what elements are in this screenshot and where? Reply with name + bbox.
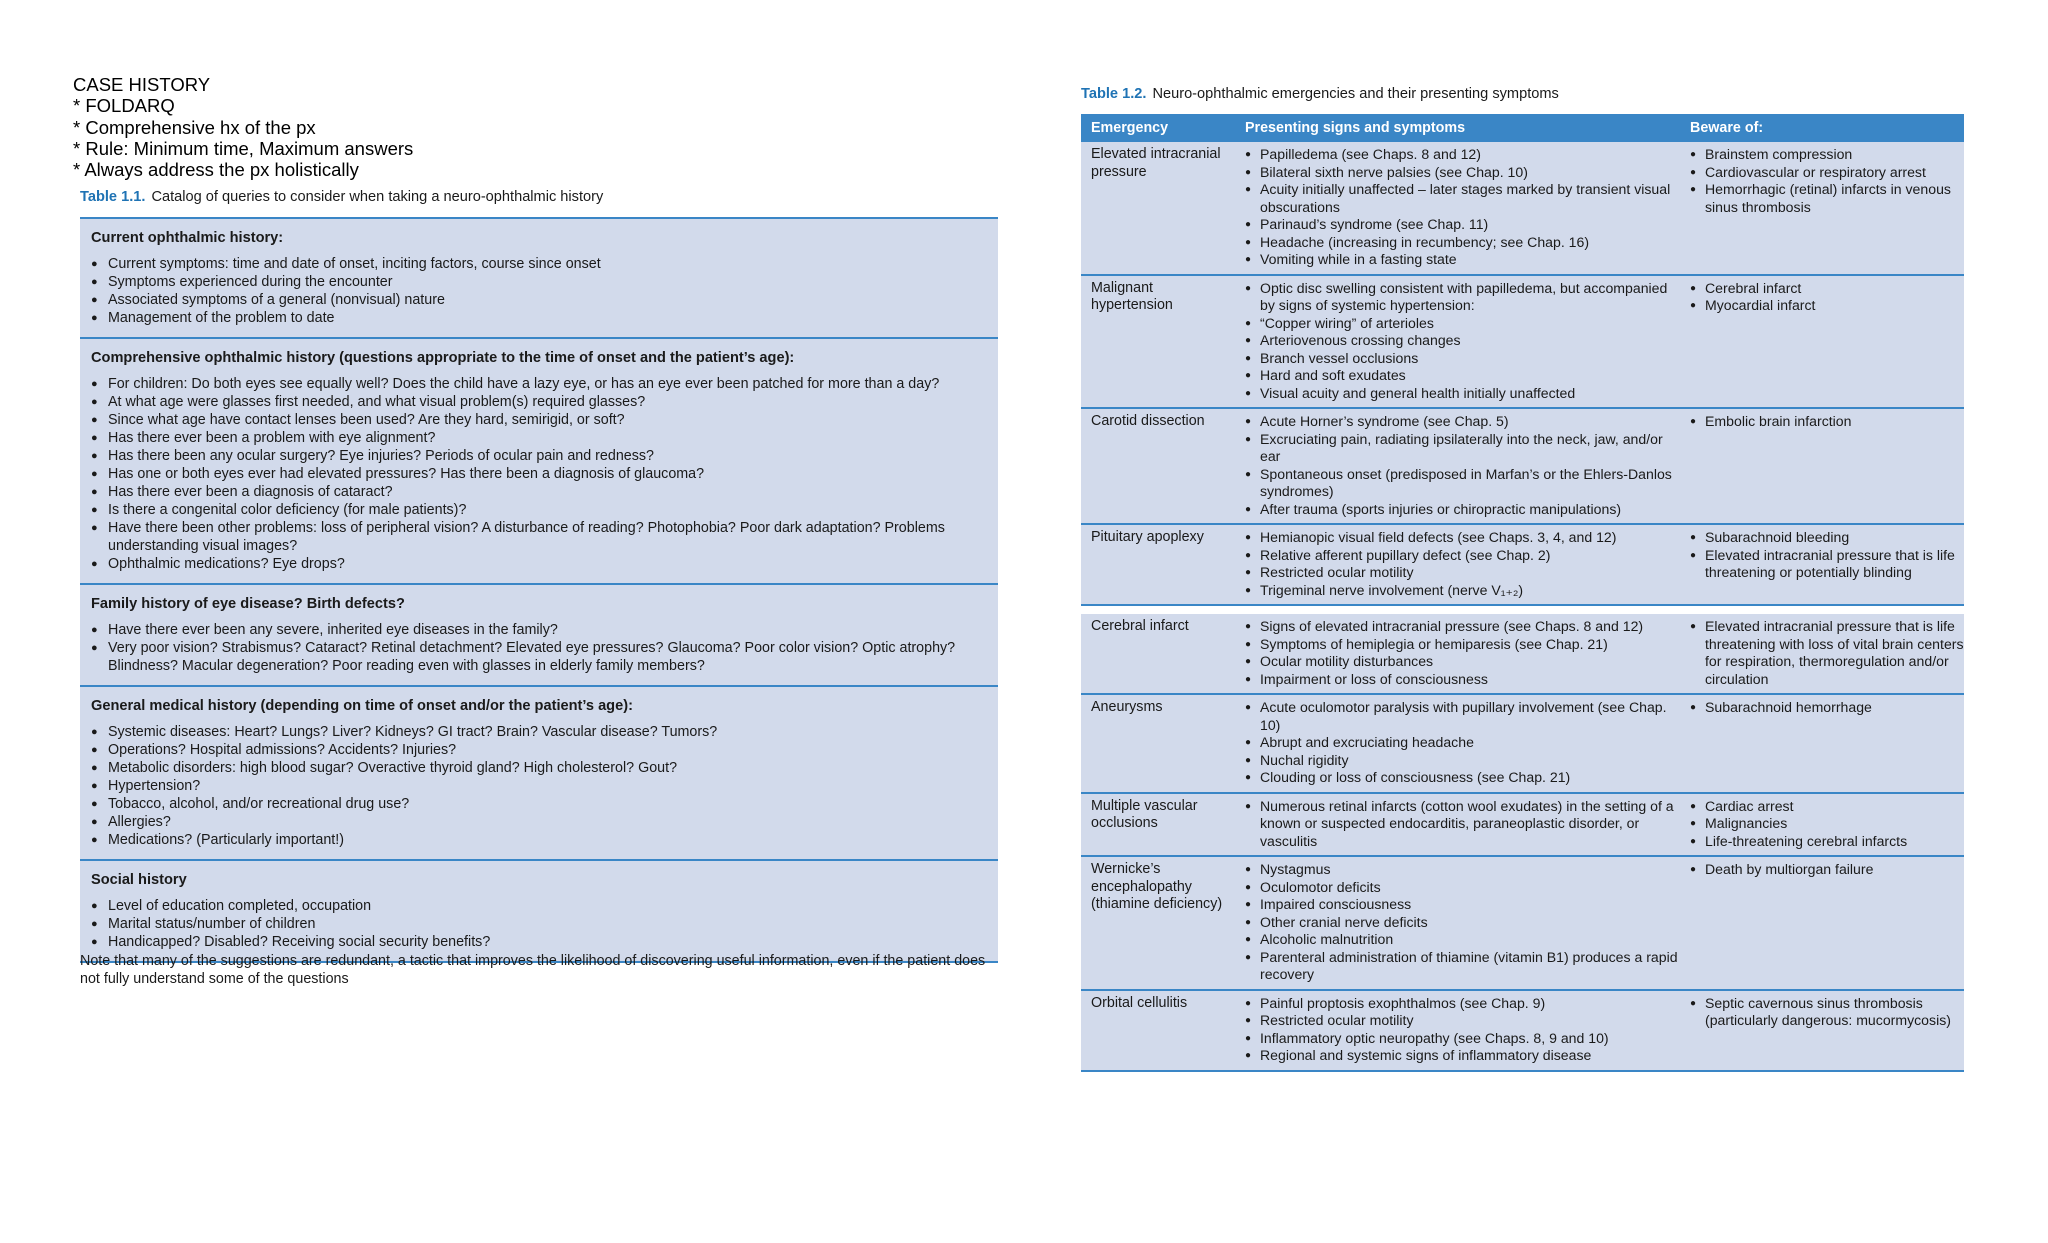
signs-list [1245, 146, 1680, 269]
note-line: CASE HISTORY [73, 74, 211, 95]
question-item: ● Associated symptoms of a general (nonvisual) nature [91, 291, 986, 309]
sign-item: ● Symptoms of hemiplegia or hemiparesis (see Chap. 21) [1245, 636, 1680, 654]
sign-item: ● Hemianopic visual field defects (see Chaps. 3, 4, and 12) [1245, 529, 1680, 547]
sign-item: ● Relative afferent pupillary defect (see Chap. 2) [1245, 547, 1680, 565]
history-section [80, 859, 998, 963]
sign-item: ● Signs of elevated intracranial pressure (see Chaps. 8 and 12) [1245, 618, 1680, 636]
history-section [80, 217, 998, 337]
beware-cell [1680, 995, 1964, 1065]
beware-cell [1680, 699, 1964, 787]
sign-item: ● Inflammatory optic neuropathy (see Chaps. 8, 9 and 10) [1245, 1030, 1680, 1048]
signs-list [1245, 618, 1680, 688]
sign-item: ● Alcoholic malnutrition [1245, 931, 1680, 949]
sign-item: ● Excruciating pain, radiating ipsilaterally into the neck, jaw, and/or ear [1245, 431, 1680, 466]
question-item: ● Medications? (Particularly important!) [91, 831, 986, 849]
sign-item: ● Abrupt and excruciating headache [1245, 734, 1680, 752]
question-item: ● Have there been other problems: loss of peripheral vision? A disturbance of reading? Photophobia? Poor dark adaptation? Problems understanding visual images? [91, 519, 986, 555]
beware-item: ● Cardiac arrest [1690, 798, 1964, 816]
question-item: ● Operations? Hospital admissions? Accidents? Injuries? [91, 741, 986, 759]
table-row [1081, 276, 1964, 410]
question-item: ● Current symptoms: time and date of onset, inciting factors, course since onset [91, 255, 986, 273]
beware-list [1690, 413, 1964, 431]
section-title: Social history [91, 872, 187, 888]
question-item: ● Has there ever been a diagnosis of cataract? [91, 483, 986, 501]
table-1-footnote: Note that many of the suggestions are redundant, a tactic that improves the likelihood of discovering useful information, even if the patient does not fully understand some of the questions [80, 953, 986, 987]
signs-list [1245, 861, 1680, 984]
question-item: ● Very poor vision? Strabismus? Cataract? Retinal detachment? Elevated eye pressures? Glaucoma? Poor color vision? Optic atrophy? Blindness? Macular degeneration? Poor reading even with glasses in elderly family members? [91, 639, 986, 675]
signs-cell [1235, 861, 1680, 984]
question-list [91, 897, 986, 951]
beware-item: ● Elevated intracranial pressure that is life threatening or potentially blinding [1690, 547, 1964, 582]
signs-list [1245, 529, 1680, 599]
question-list [91, 375, 986, 573]
sign-item: ● Trigeminal nerve involvement (nerve V₁₊₂) [1245, 582, 1680, 600]
beware-list [1690, 529, 1964, 582]
signs-cell [1235, 699, 1680, 787]
sign-item: ● Visual acuity and general health initially unaffected [1245, 385, 1680, 403]
beware-cell [1680, 529, 1964, 599]
question-item: ● Metabolic disorders: high blood sugar? Overactive thyroid gland? High cholesterol? Gout? [91, 759, 986, 777]
sign-item: ● Vomiting while in a fasting state [1245, 251, 1680, 269]
page-gap [1081, 606, 1964, 614]
sign-item: ● Optic disc swelling consistent with papilledema, but accompanied by signs of systemic hypertension: [1245, 280, 1680, 315]
beware-list [1690, 699, 1964, 717]
question-item: ● Have there ever been any severe, inherited eye diseases in the family? [91, 621, 986, 639]
emergency-cell: Wernicke’s encephalopathy (thiamine deficiency) [1091, 861, 1223, 912]
sign-item: ● Nystagmus [1245, 861, 1680, 879]
table-caption-text: Catalog of queries to consider when taking a neuro-ophthalmic history [151, 189, 604, 205]
sign-item: ● Ocular motility disturbances [1245, 653, 1680, 671]
beware-item: ● Septic cavernous sinus thrombosis (particularly dangerous: mucormycosis) [1690, 995, 1964, 1030]
signs-cell [1235, 280, 1680, 403]
sign-item: ● Oculomotor deficits [1245, 879, 1680, 897]
sign-item: ● Restricted ocular motility [1245, 564, 1680, 582]
beware-list [1690, 861, 1964, 879]
sign-item: ● Acute oculomotor paralysis with pupillary involvement (see Chap. 10) [1245, 699, 1680, 734]
question-item: ● Since what age have contact lenses been used? Are they hard, semirigid, or soft? [91, 411, 986, 429]
emergency-cell: Elevated intracranial pressure [1091, 146, 1221, 180]
note-line: * Rule: Minimum time, Maximum answers [73, 137, 414, 159]
note-line: * FOLDARQ [73, 95, 175, 117]
table-1-history-queries [80, 217, 998, 963]
question-item: ● Handicapped? Disabled? Receiving social security benefits? [91, 933, 986, 951]
beware-item: ● Embolic brain infarction [1690, 413, 1964, 431]
signs-cell [1235, 529, 1680, 599]
sign-item: ● Hard and soft exudates [1245, 367, 1680, 385]
sign-item: ● Impairment or loss of consciousness [1245, 671, 1680, 689]
question-list [91, 723, 986, 849]
question-item: ● Has one or both eyes ever had elevated pressures? Has there been a diagnosis of glaucoma? [91, 465, 986, 483]
question-item: ● Has there been any ocular surgery? Eye injuries? Periods of ocular pain and redness? [91, 447, 986, 465]
sign-item: ● Painful proptosis exophthalmos (see Chap. 9) [1245, 995, 1680, 1013]
section-title: Comprehensive ophthalmic history (questions appropriate to the time of onset and the patient’s age): [91, 350, 795, 366]
signs-cell [1235, 146, 1680, 269]
sign-item: ● Restricted ocular motility [1245, 1012, 1680, 1030]
sign-item: ● “Copper wiring” of arterioles [1245, 315, 1680, 333]
signs-cell [1235, 618, 1680, 688]
beware-item: ● Elevated intracranial pressure that is life threatening with loss of vital brain centers for respiration, thermoregulation and/or circulation [1690, 618, 1964, 688]
sign-item: ● Regional and systemic signs of inflammatory disease [1245, 1047, 1680, 1065]
question-item: ● Level of education completed, occupation [91, 897, 986, 915]
signs-list [1245, 413, 1680, 518]
signs-cell [1235, 995, 1680, 1065]
note-line: * Comprehensive hx of the px [73, 116, 316, 138]
question-item: ● Hypertension? [91, 777, 986, 795]
table-row [1081, 409, 1964, 525]
beware-list [1690, 146, 1964, 216]
table-header-row [1081, 114, 1964, 142]
table-body [1081, 142, 1964, 1072]
beware-cell [1680, 861, 1964, 984]
signs-cell [1235, 798, 1680, 851]
beware-item: ● Cerebral infarct [1690, 280, 1964, 298]
table-row [1081, 525, 1964, 606]
sign-item: ● Branch vessel occlusions [1245, 350, 1680, 368]
history-section [80, 583, 998, 685]
table-2-emergencies [1081, 114, 1964, 1072]
table-row [1081, 614, 1964, 695]
beware-cell [1680, 146, 1964, 269]
emergency-cell: Aneurysms [1091, 699, 1163, 715]
question-item: ● Management of the problem to date [91, 309, 986, 327]
beware-cell [1680, 618, 1964, 688]
sign-item: ● Numerous retinal infarcts (cotton wool exudates) in the setting of a known or suspected endocarditis, paraneoplastic disorder, or vasculitis [1245, 798, 1680, 851]
sign-item: ● Nuchal rigidity [1245, 752, 1680, 770]
beware-cell [1680, 413, 1964, 518]
question-item: ● Marital status/number of children [91, 915, 986, 933]
beware-item: ● Malignancies [1690, 815, 1964, 833]
question-item: ● Allergies? [91, 813, 986, 831]
sign-item: ● Headache (increasing in recumbency; see Chap. 16) [1245, 234, 1680, 252]
table-row [1081, 695, 1964, 794]
table-row [1081, 142, 1964, 276]
sign-item: ● Bilateral sixth nerve palsies (see Chap. 10) [1245, 164, 1680, 182]
sign-item: ● Arteriovenous crossing changes [1245, 332, 1680, 350]
sign-item: ● Other cranial nerve deficits [1245, 914, 1680, 932]
beware-cell [1680, 280, 1964, 403]
beware-list [1690, 280, 1964, 315]
sign-item: ● Parinaud’s syndrome (see Chap. 11) [1245, 216, 1680, 234]
sign-item: ● Impaired consciousness [1245, 896, 1680, 914]
table-row [1081, 794, 1964, 858]
sign-item: ● Clouding or loss of consciousness (see Chap. 21) [1245, 769, 1680, 787]
signs-list [1245, 699, 1680, 787]
beware-list [1690, 995, 1964, 1030]
signs-list [1245, 280, 1680, 403]
emergency-cell: Carotid dissection [1091, 413, 1205, 429]
header-beware: Beware of: [1690, 120, 1764, 136]
history-section [80, 685, 998, 859]
beware-item: ● Brainstem compression [1690, 146, 1964, 164]
table-caption-text: Neuro-ophthalmic emergencies and their presenting symptoms [1152, 86, 1559, 102]
note-line: * Always address the px holistically [73, 159, 359, 181]
sign-item: ● Papilledema (see Chaps. 8 and 12) [1245, 146, 1680, 164]
beware-list [1690, 798, 1964, 851]
case-history-notes [73, 74, 673, 180]
question-item: ● For children: Do both eyes see equally well? Does the child have a lazy eye, or has an eye ever been patched for more than a day? [91, 375, 986, 393]
signs-list [1245, 995, 1680, 1065]
sign-item: ● Spontaneous onset (predisposed in Marfan’s or the Ehlers-Danlos syndromes) [1245, 466, 1680, 501]
beware-cell [1680, 798, 1964, 851]
sign-item: ● Parenteral administration of thiamine (vitamin B1) produces a rapid recovery [1245, 949, 1680, 984]
table-row [1081, 991, 1964, 1072]
beware-item: ● Death by multiorgan failure [1690, 861, 1964, 879]
question-list [91, 255, 986, 327]
signs-cell [1235, 413, 1680, 518]
question-list [91, 621, 986, 675]
beware-item: ● Myocardial infarct [1690, 297, 1964, 315]
emergency-cell: Orbital cellulitis [1091, 994, 1188, 1011]
emergency-cell: Multiple vascular occlusions [1091, 797, 1198, 831]
beware-item: ● Cardiovascular or respiratory arrest [1690, 164, 1964, 182]
header-emergency: Emergency [1091, 120, 1169, 136]
section-title: Current ophthalmic history: [91, 230, 284, 246]
header-signs: Presenting signs and symptoms [1245, 120, 1466, 136]
sign-item: ● After trauma (sports injuries or chiropractic manipulations) [1245, 501, 1680, 519]
section-title: Family history of eye disease? Birth defects? [91, 596, 405, 612]
beware-item: ● Subarachnoid bleeding [1690, 529, 1964, 547]
beware-item: ● Life-threatening cerebral infarcts [1690, 833, 1964, 851]
sign-item: ● Acute Horner’s syndrome (see Chap. 5) [1245, 413, 1680, 431]
question-item: ● Tobacco, alcohol, and/or recreational drug use? [91, 795, 986, 813]
question-item: ● Ophthalmic medications? Eye drops? [91, 555, 986, 573]
history-section [80, 337, 998, 583]
question-item: ● Is there a congenital color deficiency (for male patients)? [91, 501, 986, 519]
table-2-caption [1081, 86, 1559, 102]
table-row [1081, 857, 1964, 991]
question-item: ● Symptoms experienced during the encounter [91, 273, 986, 291]
beware-item: ● Hemorrhagic (retinal) infarcts in venous sinus thrombosis [1690, 181, 1964, 216]
beware-list [1690, 618, 1964, 688]
section-title: General medical history (depending on time of onset and/or the patient’s age): [91, 698, 633, 714]
sign-item: ● Acuity initially unaffected – later stages marked by transient visual obscurations [1245, 181, 1680, 216]
table-number: Table 1.2. [1081, 86, 1147, 102]
table-1-caption [80, 189, 603, 205]
emergency-cell: Malignant hypertension [1091, 279, 1173, 313]
question-item: ● Systemic diseases: Heart? Lungs? Liver? Kidneys? GI tract? Brain? Vascular disease? Tumors? [91, 723, 986, 741]
signs-list [1245, 798, 1680, 851]
emergency-cell: Cerebral infarct [1091, 618, 1189, 634]
emergency-cell: Pituitary apoplexy [1091, 529, 1204, 545]
question-item: ● At what age were glasses first needed, and what visual problem(s) required glasses? [91, 393, 986, 411]
beware-item: ● Subarachnoid hemorrhage [1690, 699, 1964, 717]
table-number: Table 1.1. [80, 189, 146, 205]
question-item: ● Has there ever been a problem with eye alignment? [91, 429, 986, 447]
